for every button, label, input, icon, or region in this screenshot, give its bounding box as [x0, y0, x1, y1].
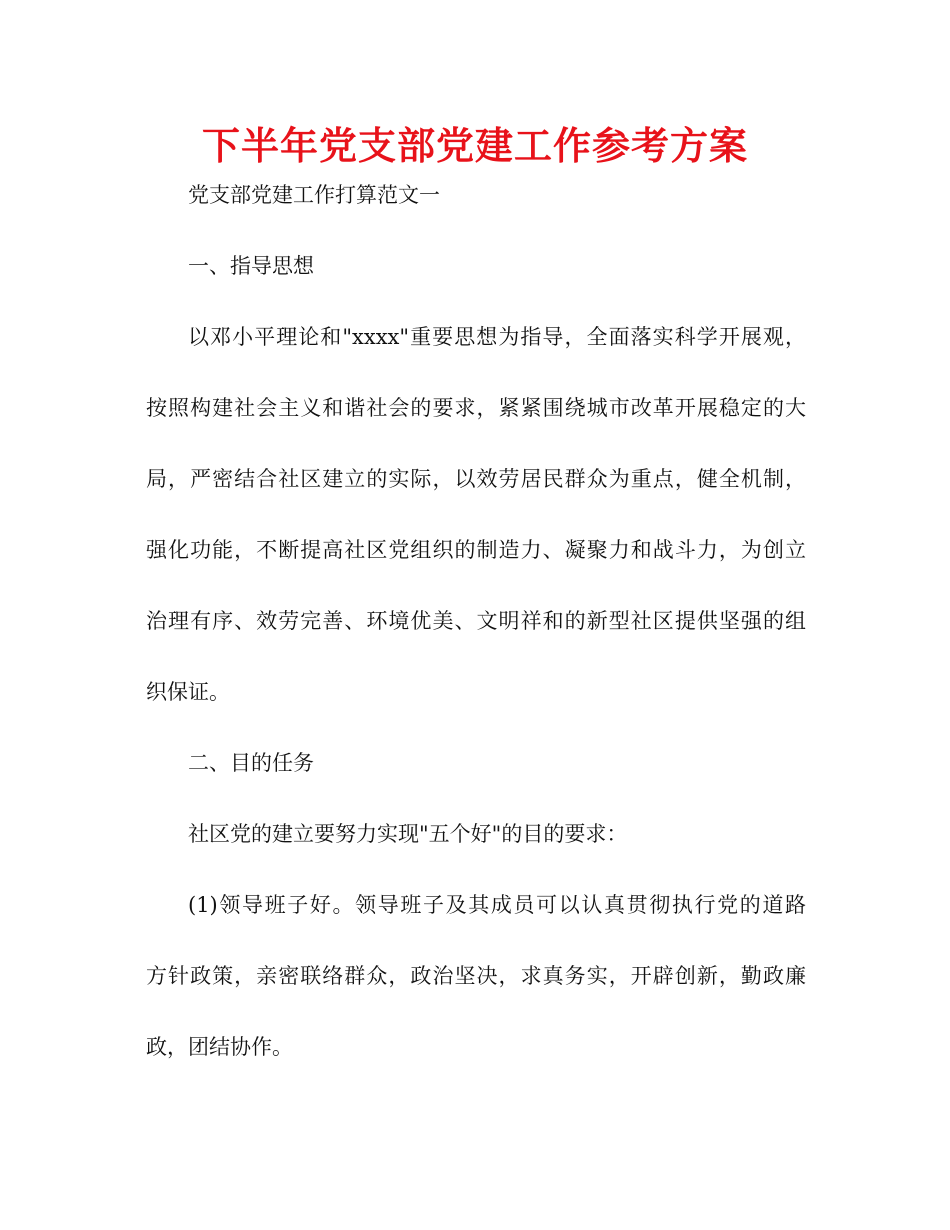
- heading-guiding-ideology: 一、指导思想: [188, 254, 314, 278]
- document-body: [146, 175, 806, 1098]
- paragraph-line: 以邓小平理论和"xxxx"重要思想为指导，全面落实科学开展观，: [188, 325, 806, 349]
- heading-goals-tasks: 二、目的任务: [188, 751, 314, 775]
- paragraph-line: 治理有序、效劳完善、环境优美、文明祥和的新型社区提供坚强的组: [146, 609, 806, 633]
- paragraph-line: 按照构建社会主义和谐社会的要求，紧紧围绕城市改革开展稳定的大: [146, 396, 806, 420]
- section-subtitle: 党支部党建工作打算范文一: [188, 183, 440, 207]
- paragraph-line: 社区党的建立要努力实现"五个好"的目的要求：: [188, 822, 628, 846]
- document-title: 下半年党支部党建工作参考方案: [201, 124, 748, 168]
- paragraph-line: 强化功能，不断提高社区党组织的制造力、凝聚力和战斗力，为创立: [146, 538, 806, 562]
- paragraph-line: 局，严密结合社区建立的实际，以效劳居民群众为重点，健全机制，: [146, 467, 806, 491]
- paragraph-line: 织保证。: [146, 680, 230, 704]
- paragraph-line: (1)领导班子好。领导班子及其成员可以认真贯彻执行党的道路: [188, 893, 806, 917]
- paragraph-line: 方针政策，亲密联络群众，政治坚决，求真务实，开辟创新，勤政廉: [146, 964, 806, 988]
- paragraph-line: 政，团结协作。: [146, 1035, 293, 1059]
